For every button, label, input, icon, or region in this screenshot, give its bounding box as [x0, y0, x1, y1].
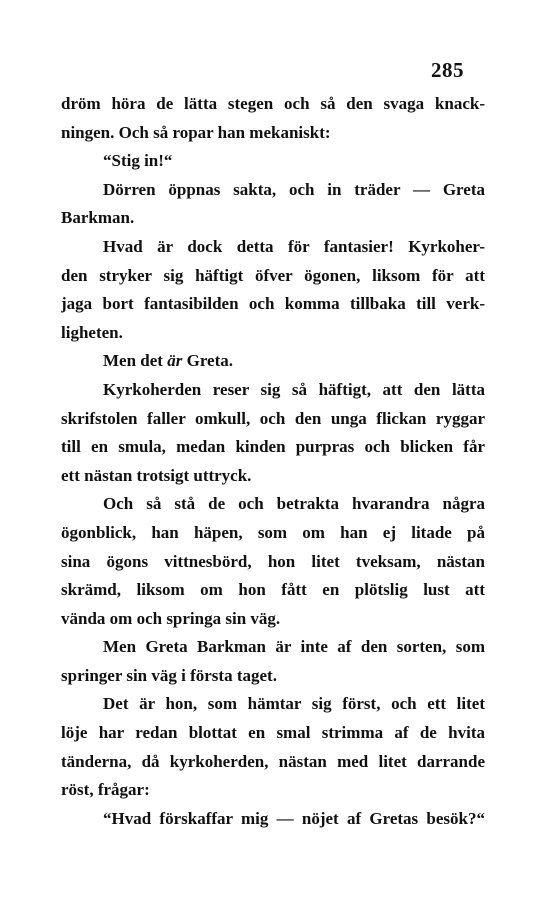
emphasized-word: är	[167, 351, 183, 371]
text-line: Och så stå de och betrakta hvarandra några	[103, 494, 485, 514]
text-line: tänderna, då kyrkoherden, nästan med litet darrande	[61, 751, 485, 771]
text-line: “Stig in!“	[103, 151, 173, 171]
text-line: ett nästan trotsigt uttryck.	[61, 465, 252, 485]
text-line: till en smula, medan kinden purpras och blicken får	[61, 437, 485, 457]
text-line: skrifstolen faller omkull, och den unga flickan ryggar	[61, 408, 485, 428]
text-line: ögonblick, han häpen, som om han ej litade på	[61, 522, 485, 542]
text-line: sina ögons vittnesbörd, hon litet tveksam, nästan	[61, 551, 485, 571]
text-line: ningen. Och så ropar han mekaniskt:	[61, 122, 331, 142]
text-line: ligheten.	[61, 322, 123, 342]
text-line: Men Greta Barkman är inte af den sorten, som	[103, 637, 485, 657]
page-number: 285	[431, 58, 464, 82]
text-line: Hvad är dock detta för fantasier! Kyrkoher-	[103, 236, 485, 256]
text-line: Kyrkoherden reser sig så häftigt, att den lätta	[103, 379, 485, 399]
text-line: vända om och springa sin väg.	[61, 608, 281, 628]
text-line: Men det är Greta.	[103, 351, 234, 371]
text-line: “Hvad förskaffar mig — nöjet af Gretas besök?“	[103, 808, 485, 828]
text-line: Dörren öppnas sakta, och in träder — Greta	[103, 179, 485, 199]
text-line: röst, frågar:	[61, 780, 150, 800]
text-line: dröm höra de lätta stegen och så den svaga knack-	[61, 94, 485, 113]
body-text	[61, 90, 485, 833]
text-line: springer sin väg i första taget.	[61, 665, 277, 685]
text-line: Det är hon, som hämtar sig först, och ett litet	[103, 694, 485, 714]
text-line: löje har redan blottat en smal strimma af de hvita	[61, 723, 485, 743]
text-line: skrämd, liksom om hon fått en plötslig lust att	[61, 580, 485, 600]
text-line: jaga bort fantasibilden och komma tillbaka till verk-	[61, 294, 485, 314]
text-line: den stryker sig häftigt öfver ögonen, liksom för att	[61, 265, 485, 285]
text-line: Barkman.	[61, 208, 135, 228]
